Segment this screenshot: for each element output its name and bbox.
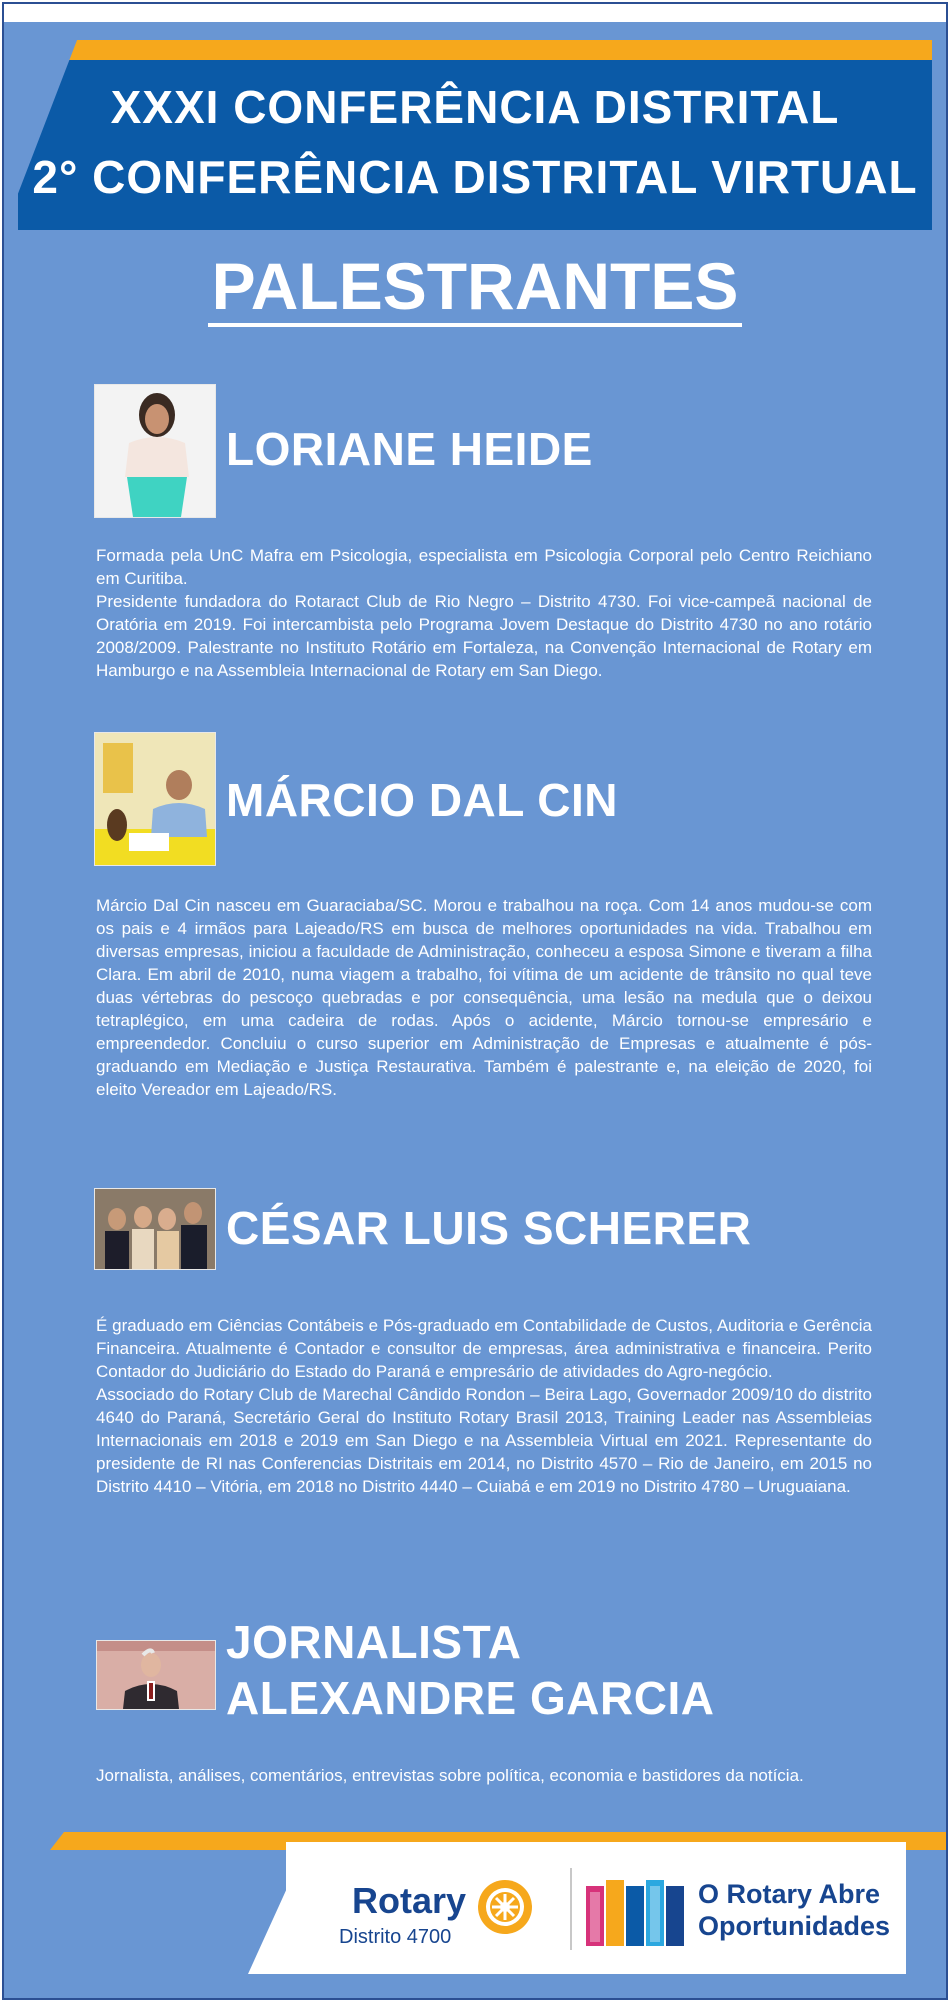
rotary-wheel-icon (474, 1876, 536, 1938)
portrait-icon (95, 385, 215, 517)
footer-slogan (698, 1878, 890, 1942)
speaker-name-line: JORNALISTA (226, 1616, 522, 1668)
bio-paragraph: Associado do Rotary Club de Marechal Cândido Rondon – Beira Lago, Governador 2009/10 do distrito 4640 do Paraná, Secretário Geral do Instituto Rotary Brasil 2013, Training Leader nas Assembleias Internacionais em 2018 e 2019 em San Diego e na Assembleia Virtual em 2021. Representante do presidente de RI nas Conferencias Distritais em 2014, no Distrito 4570 – Rio de Janeiro, em 2015 no Distrito 4410 – Vitória, em 2018 no Distrito 4440 – Cuiabá e em 2019 no Distrito 4780 – Uruguaiana. (96, 1385, 872, 1496)
bio-paragraph: Presidente fundadora do Rotaract Club de Rio Negro – Distrito 4730. Foi vice-campeã nacional de Oratória em 2019. Foi intercambista pelo Programa Jovem Destaque do Distrito 4730 no ano rotário 2008/2009. Palestrante no Instituto Rotário em Fortaleza, na Convenção Internacional de Rotary em Hamburgo e na Assembleia Internacional de Rotary em San Diego. (96, 592, 872, 680)
district-label: Distrito 4700 (339, 1926, 452, 1948)
conference-title: XXXI CONFERÊNCIA DISTRITAL (110, 81, 840, 133)
speaker-name-alexandre (226, 1614, 714, 1726)
event-poster (2, 2, 948, 2000)
speaker-name-line: ALEXANDRE GARCIA (226, 1672, 715, 1724)
slogan-line: Oportunidades (698, 1911, 891, 1941)
speaker-bio-alexandre (96, 1764, 872, 1787)
open-doors-icon (584, 1872, 686, 1950)
portrait-icon (95, 1189, 215, 1269)
conference-subtitle: 2° CONFERÊNCIA DISTRITAL VIRTUAL (32, 151, 918, 203)
portrait-icon (97, 1641, 215, 1709)
header-accent-stripe (18, 40, 932, 60)
bio-paragraph: Jornalista, análises, comentários, entrevistas sobre política, economia e bastidores da notícia. (96, 1766, 804, 1785)
footer-divider (570, 1868, 572, 1950)
speaker-photo-marcio (94, 732, 216, 866)
portrait-icon (95, 733, 215, 865)
slogan-line: O Rotary Abre (698, 1879, 881, 1909)
speaker-bio-cesar (96, 1314, 872, 1498)
top-band (4, 4, 946, 22)
speaker-photo-loriane (94, 384, 216, 518)
speaker-bio-loriane (96, 544, 872, 682)
section-heading-text: PALESTRANTES (208, 249, 743, 327)
bio-paragraph: Márcio Dal Cin nasceu em Guaraciaba/SC. Morou e trabalhou na roça. Com 14 anos mudou-se com os pais e 4 irmãos para Lajeado/RS em busca de melhores oportunidades na vida. Trabalhou em diversas empresas, iniciou a faculdade de Administração, conheceu a esposa Simone e tiveram a filha Clara. Em abril de 2010, numa viagem a trabalho, foi vítima de um acidente de trânsito no qual teve duas vértebras do pescoço quebradas e por consequência, uma lesão na medula que o deixou tetraplégico, em uma cadeira de rodas. Após o acidente, Márcio tornou-se empresário e empreendedor. Concluiu o curso superior em Administração de Empresas e atualmente é pós-graduando em Mediação e Justiça Restaurativa. Também é palestrante e, na eleição de 2020, foi eleito Vereador em Lajeado/RS. (96, 896, 872, 1099)
speaker-photo-cesar (94, 1188, 216, 1270)
bio-paragraph: É graduado em Ciências Contábeis e Pós-graduado em Contabilidade de Custos, Auditoria e Gerência Financeira. Atualmente é Contador e consultor de empresas, área administrativa e financeira. Perito Contador do Judiciário do Estado do Paraná e empresário de atividades do Agro-negócio. (96, 1316, 872, 1381)
rotary-logo-text: Rotary (352, 1880, 467, 1921)
speaker-photo-alexandre (96, 1640, 216, 1710)
bio-paragraph: Formada pela UnC Mafra em Psicologia, especialista em Psicologia Corporal pelo Centro Reichiano em Curitiba. (96, 546, 872, 588)
speaker-bio-marcio (96, 894, 872, 1101)
section-heading (4, 248, 946, 324)
speaker-name-loriane: LORIANE HEIDE (226, 423, 593, 475)
speaker-name-cesar: CÉSAR LUIS SCHERER (226, 1202, 752, 1254)
speaker-name-marcio: MÁRCIO DAL CIN (226, 774, 619, 826)
